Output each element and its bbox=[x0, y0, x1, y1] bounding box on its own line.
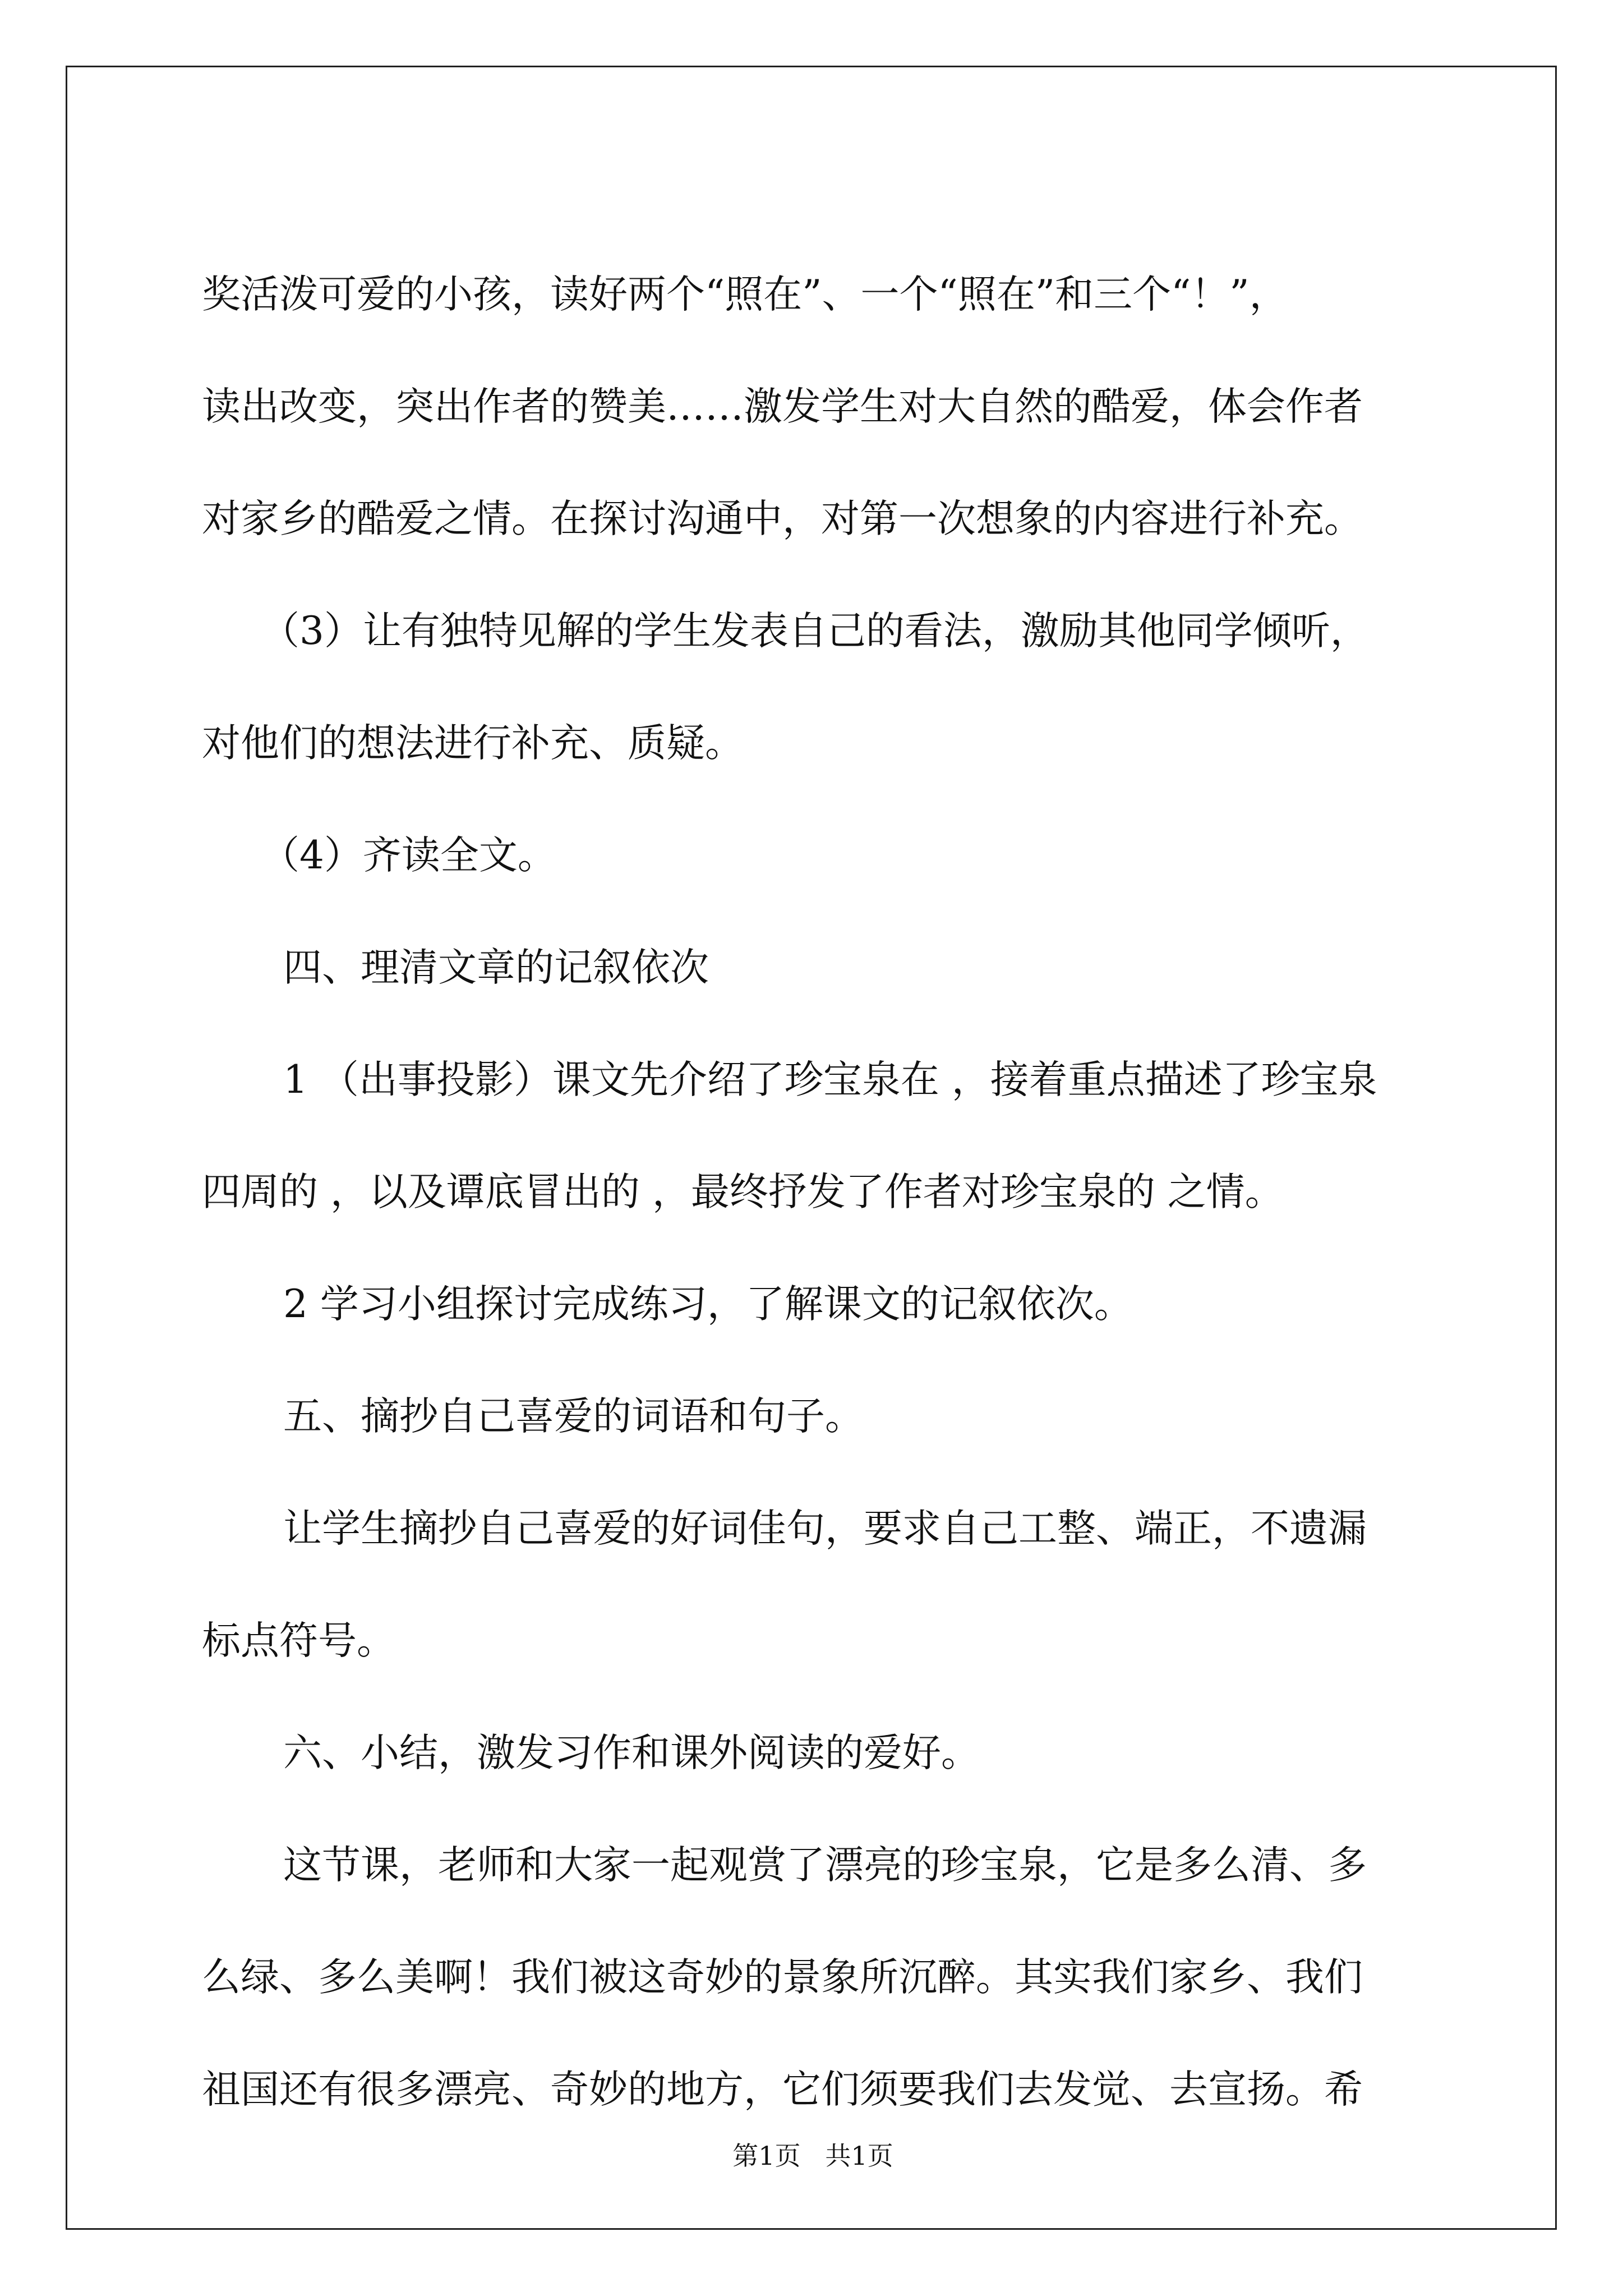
section-heading: 五、摘抄自己喜爱的词语和句子。 bbox=[283, 1394, 864, 1439]
section-heading: 六、小结，激发习作和课外阅读的爱好。 bbox=[283, 1731, 980, 1775]
text-line: 祖国还有很多漂亮、奇妙的地方，它们须要我们去发觉、去宣扬。希 bbox=[202, 2067, 1363, 2112]
text-line: 读出改变，突出作者的赞美……激发学生对大自然的酷爱，体会作者 bbox=[202, 384, 1363, 429]
text-line: （3）让有独特见解的学生发表自己的看法，激励其他同学倾听， bbox=[261, 609, 1369, 654]
text-line: 这节课，老师和大家一起观赏了漂亮的珍宝泉，它是多么清、多 bbox=[283, 1843, 1367, 1888]
text-line: （4）齐读全文。 bbox=[261, 833, 556, 878]
text-line: 对他们的想法进行补充、质疑。 bbox=[202, 721, 744, 766]
text-line: 让学生摘抄自己喜爱的好词佳句，要求自己工整、端正，不遗漏 bbox=[283, 1506, 1367, 1551]
text-line: 2 学习小组探讨完成练习，了解课文的记叙依次。 bbox=[283, 1282, 1133, 1327]
text-line: 对家乡的酷爱之情。在探讨沟通中，对第一次想象的内容进行补充。 bbox=[202, 496, 1363, 541]
section-heading: 四、理清文章的记叙依次 bbox=[283, 945, 709, 990]
text-line: 1 （出事投影）课文先介绍了珍宝泉在 ，接着重点描述了珍宝泉 bbox=[283, 1057, 1377, 1102]
text-line: 么绿、多么美啊！我们被这奇妙的景象所沉醉。其实我们家乡、我们 bbox=[202, 1955, 1363, 2000]
text-line: 四周的 ，以及谭底冒出的 ，最终抒发了作者对珍宝泉的 之情。 bbox=[202, 1170, 1284, 1214]
page-frame bbox=[66, 66, 1557, 2230]
page-footer: 第1页 共1页 bbox=[732, 2141, 893, 2171]
text-line: 标点符号。 bbox=[202, 1618, 395, 1663]
text-line: 奖活泼可爱的小孩，读好两个“照在”、一个“照在”和三个“！”， bbox=[202, 272, 1288, 317]
